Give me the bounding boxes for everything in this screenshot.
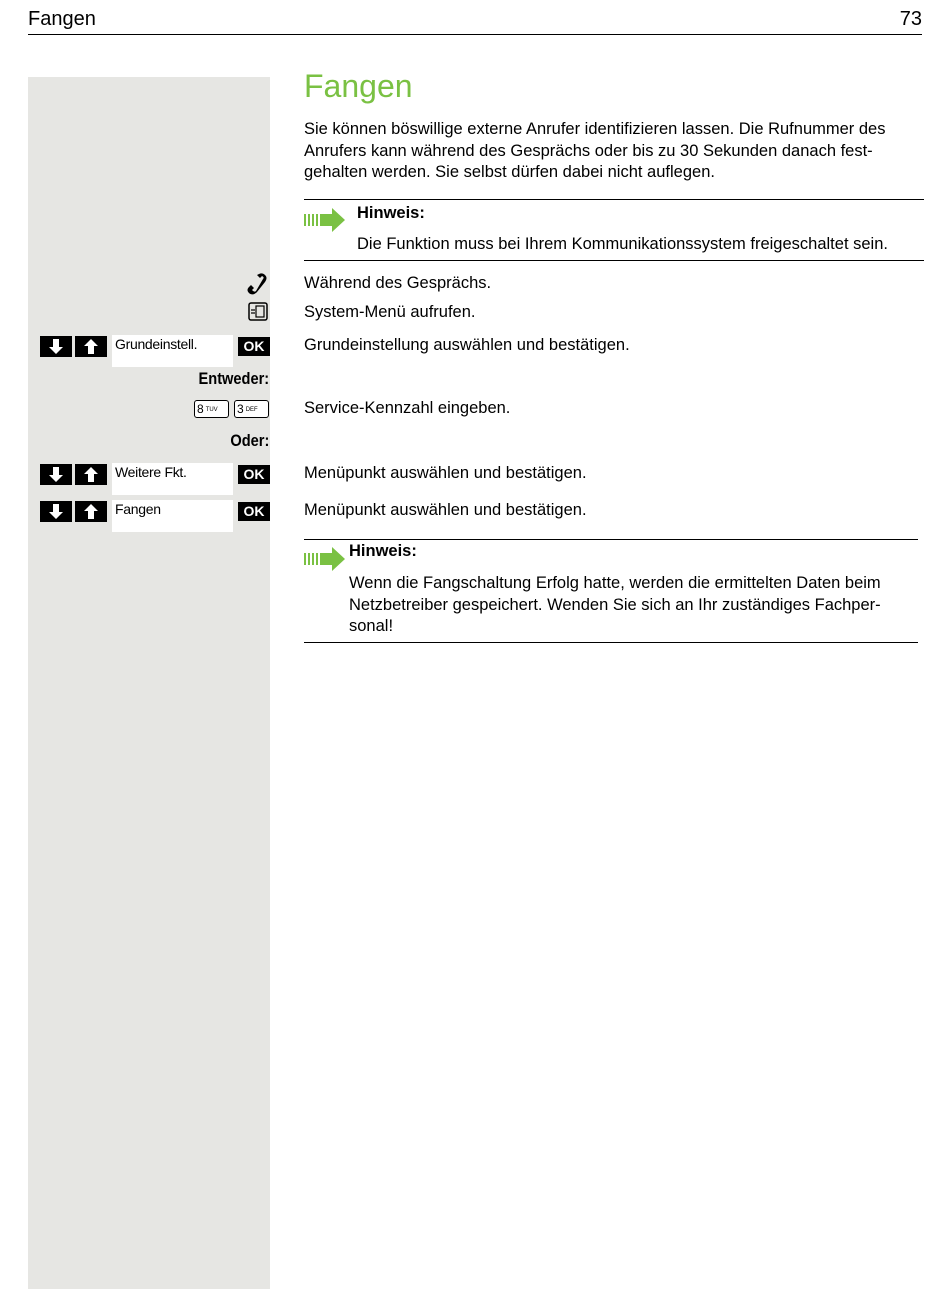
digit-key-8-letters: TUV [205,406,218,413]
display-weitere-text: Weitere Fkt. [115,464,187,480]
hint-arrow-icon [304,207,346,233]
step-fangen-text: Menüpunkt auswählen und bestätigen. [304,501,587,519]
handset-icon [246,273,268,295]
note-1-text: Die Funktion muss bei Ihrem Kommunikationssystem freigeschaltet sein. [357,235,888,253]
either-label: Entweder: [198,369,269,388]
intro-line: Sie können böswillige externe Anrufer identifizieren lassen. Die Rufnummer des [304,120,886,138]
digit-key-3-digit: 3 [237,402,244,416]
step-grundeinstellung-text: Grundeinstellung auswählen und bestätigen. [304,336,630,354]
down-arrow-icon[interactable] [40,336,72,357]
up-arrow-icon[interactable] [75,336,107,357]
or-label: Oder: [230,431,269,450]
note-2-title: Hinweis: [349,542,417,560]
up-arrow-icon[interactable] [75,464,107,485]
ok-button[interactable]: OK [238,502,270,521]
down-arrow-icon[interactable] [40,464,72,485]
note-2-line: Netzbetreiber gespeichert. Wenden Sie sich an Ihr zuständiges Fachper- [349,595,881,614]
display-weitere [112,463,233,495]
page-title: Fangen [304,68,413,104]
step-menu-text: System-Menü aufrufen. [304,303,476,321]
display-grundeinstell [112,335,233,367]
note-2-line: sonal! [349,617,394,635]
note-1-title: Hinweis: [357,204,425,222]
step-handset-text: Während des Gesprächs. [304,274,492,292]
intro-line: Anrufers kann während des Gesprächs oder bis zu 30 Sekunden danach fest- [304,141,873,160]
display-fangen-text: Fangen [115,501,161,517]
intro-paragraph [304,119,924,184]
digit-key-3-letters: DEF [245,406,258,413]
header-rule [28,34,922,35]
digit-key-8[interactable] [194,400,229,418]
digit-key-3[interactable] [234,400,269,418]
step-service-text: Service-Kennzahl eingeben. [304,399,511,417]
intro-line: gehalten werden. Sie selbst dürfen dabei nicht auflegen. [304,163,715,181]
step-weitere-text: Menüpunkt auswählen und bestätigen. [304,464,587,482]
display-grundeinstell-text: Grundeinstell. [115,336,198,352]
digit-key-8-digit: 8 [197,402,204,416]
ok-button[interactable]: OK [238,465,270,484]
page-number: 73 [899,8,922,30]
note-2-line: Wenn die Fangschaltung Erfolg hatte, werden die ermittelten Daten beim [349,574,881,592]
display-fangen [112,500,233,532]
down-arrow-icon[interactable] [40,501,72,522]
hint-arrow-icon [304,546,346,572]
running-header-section: Fangen [28,8,96,30]
key-column [28,77,270,1289]
ok-button[interactable]: OK [238,337,270,356]
menu-key-icon[interactable] [248,302,268,321]
up-arrow-icon[interactable] [75,501,107,522]
note-2-text [349,573,919,638]
